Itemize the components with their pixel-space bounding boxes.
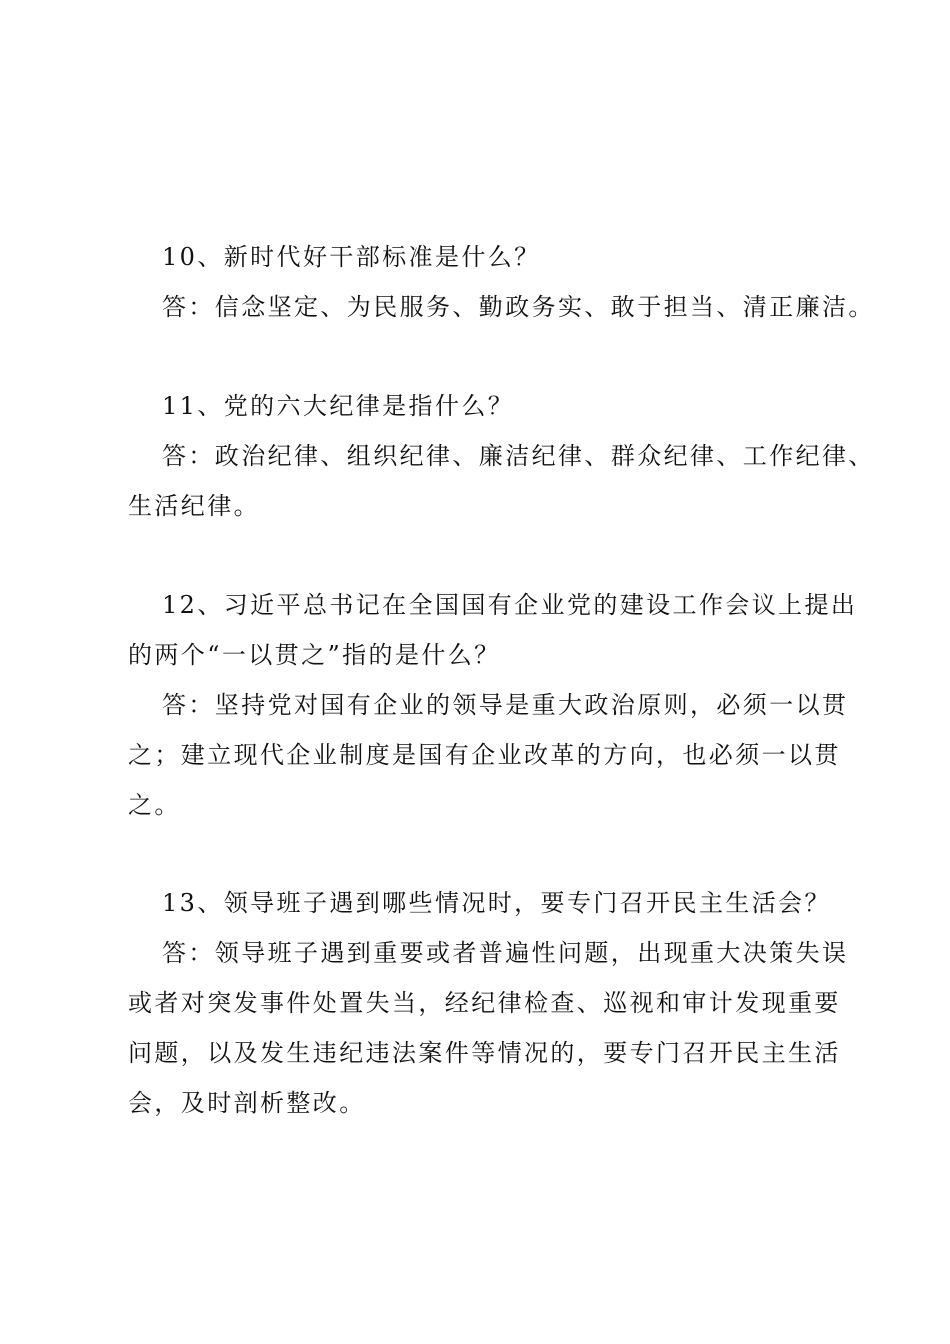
answer-13-line-3: 问题，以及发生违纪违法案件等情况的，要专门召开民主生活 [128, 1039, 841, 1067]
question-12-line-2: 的两个“一以贯之”指的是什么？ [128, 641, 501, 669]
question-12-line-1: 12、习近平总书记在全国国有企业党的建设工作会议上提出 [162, 591, 858, 619]
qa-item-10 [128, 232, 875, 332]
answer-13-line-4: 会，及时剖析整改。 [128, 1089, 366, 1117]
qa-item-12 [128, 580, 858, 830]
qa-item-11 [128, 381, 875, 531]
answer-12-line-3: 之。 [128, 791, 181, 819]
question-11: 11、党的六大纪律是指什么？ [162, 392, 515, 420]
answer-11-line-1: 答：政治纪律、组织纪律、廉洁纪律、群众纪律、工作纪律、 [162, 442, 875, 470]
qa-item-13 [128, 878, 849, 1128]
answer-12-line-2: 之；建立现代企业制度是国有企业改革的方向，也必须一以贯 [128, 741, 841, 769]
answer-11-line-2: 生活纪律。 [128, 492, 260, 520]
question-10: 10、新时代好干部标准是什么？ [162, 243, 541, 271]
answer-10-line-1: 答：信念坚定、为民服务、勤政务实、敢于担当、清正廉洁。 [162, 293, 875, 321]
answer-13-line-1: 答：领导班子遇到重要或者普遍性问题，出现重大决策失误 [162, 939, 849, 967]
question-13: 13、领导班子遇到哪些情况时，要专门召开民主生活会？ [162, 889, 831, 917]
answer-13-line-2: 或者对突发事件处置失当，经纪律检查、巡视和审计发现重要 [128, 989, 841, 1017]
answer-12-line-1: 答：坚持党对国有企业的领导是重大政治原则，必须一以贯 [162, 691, 849, 719]
